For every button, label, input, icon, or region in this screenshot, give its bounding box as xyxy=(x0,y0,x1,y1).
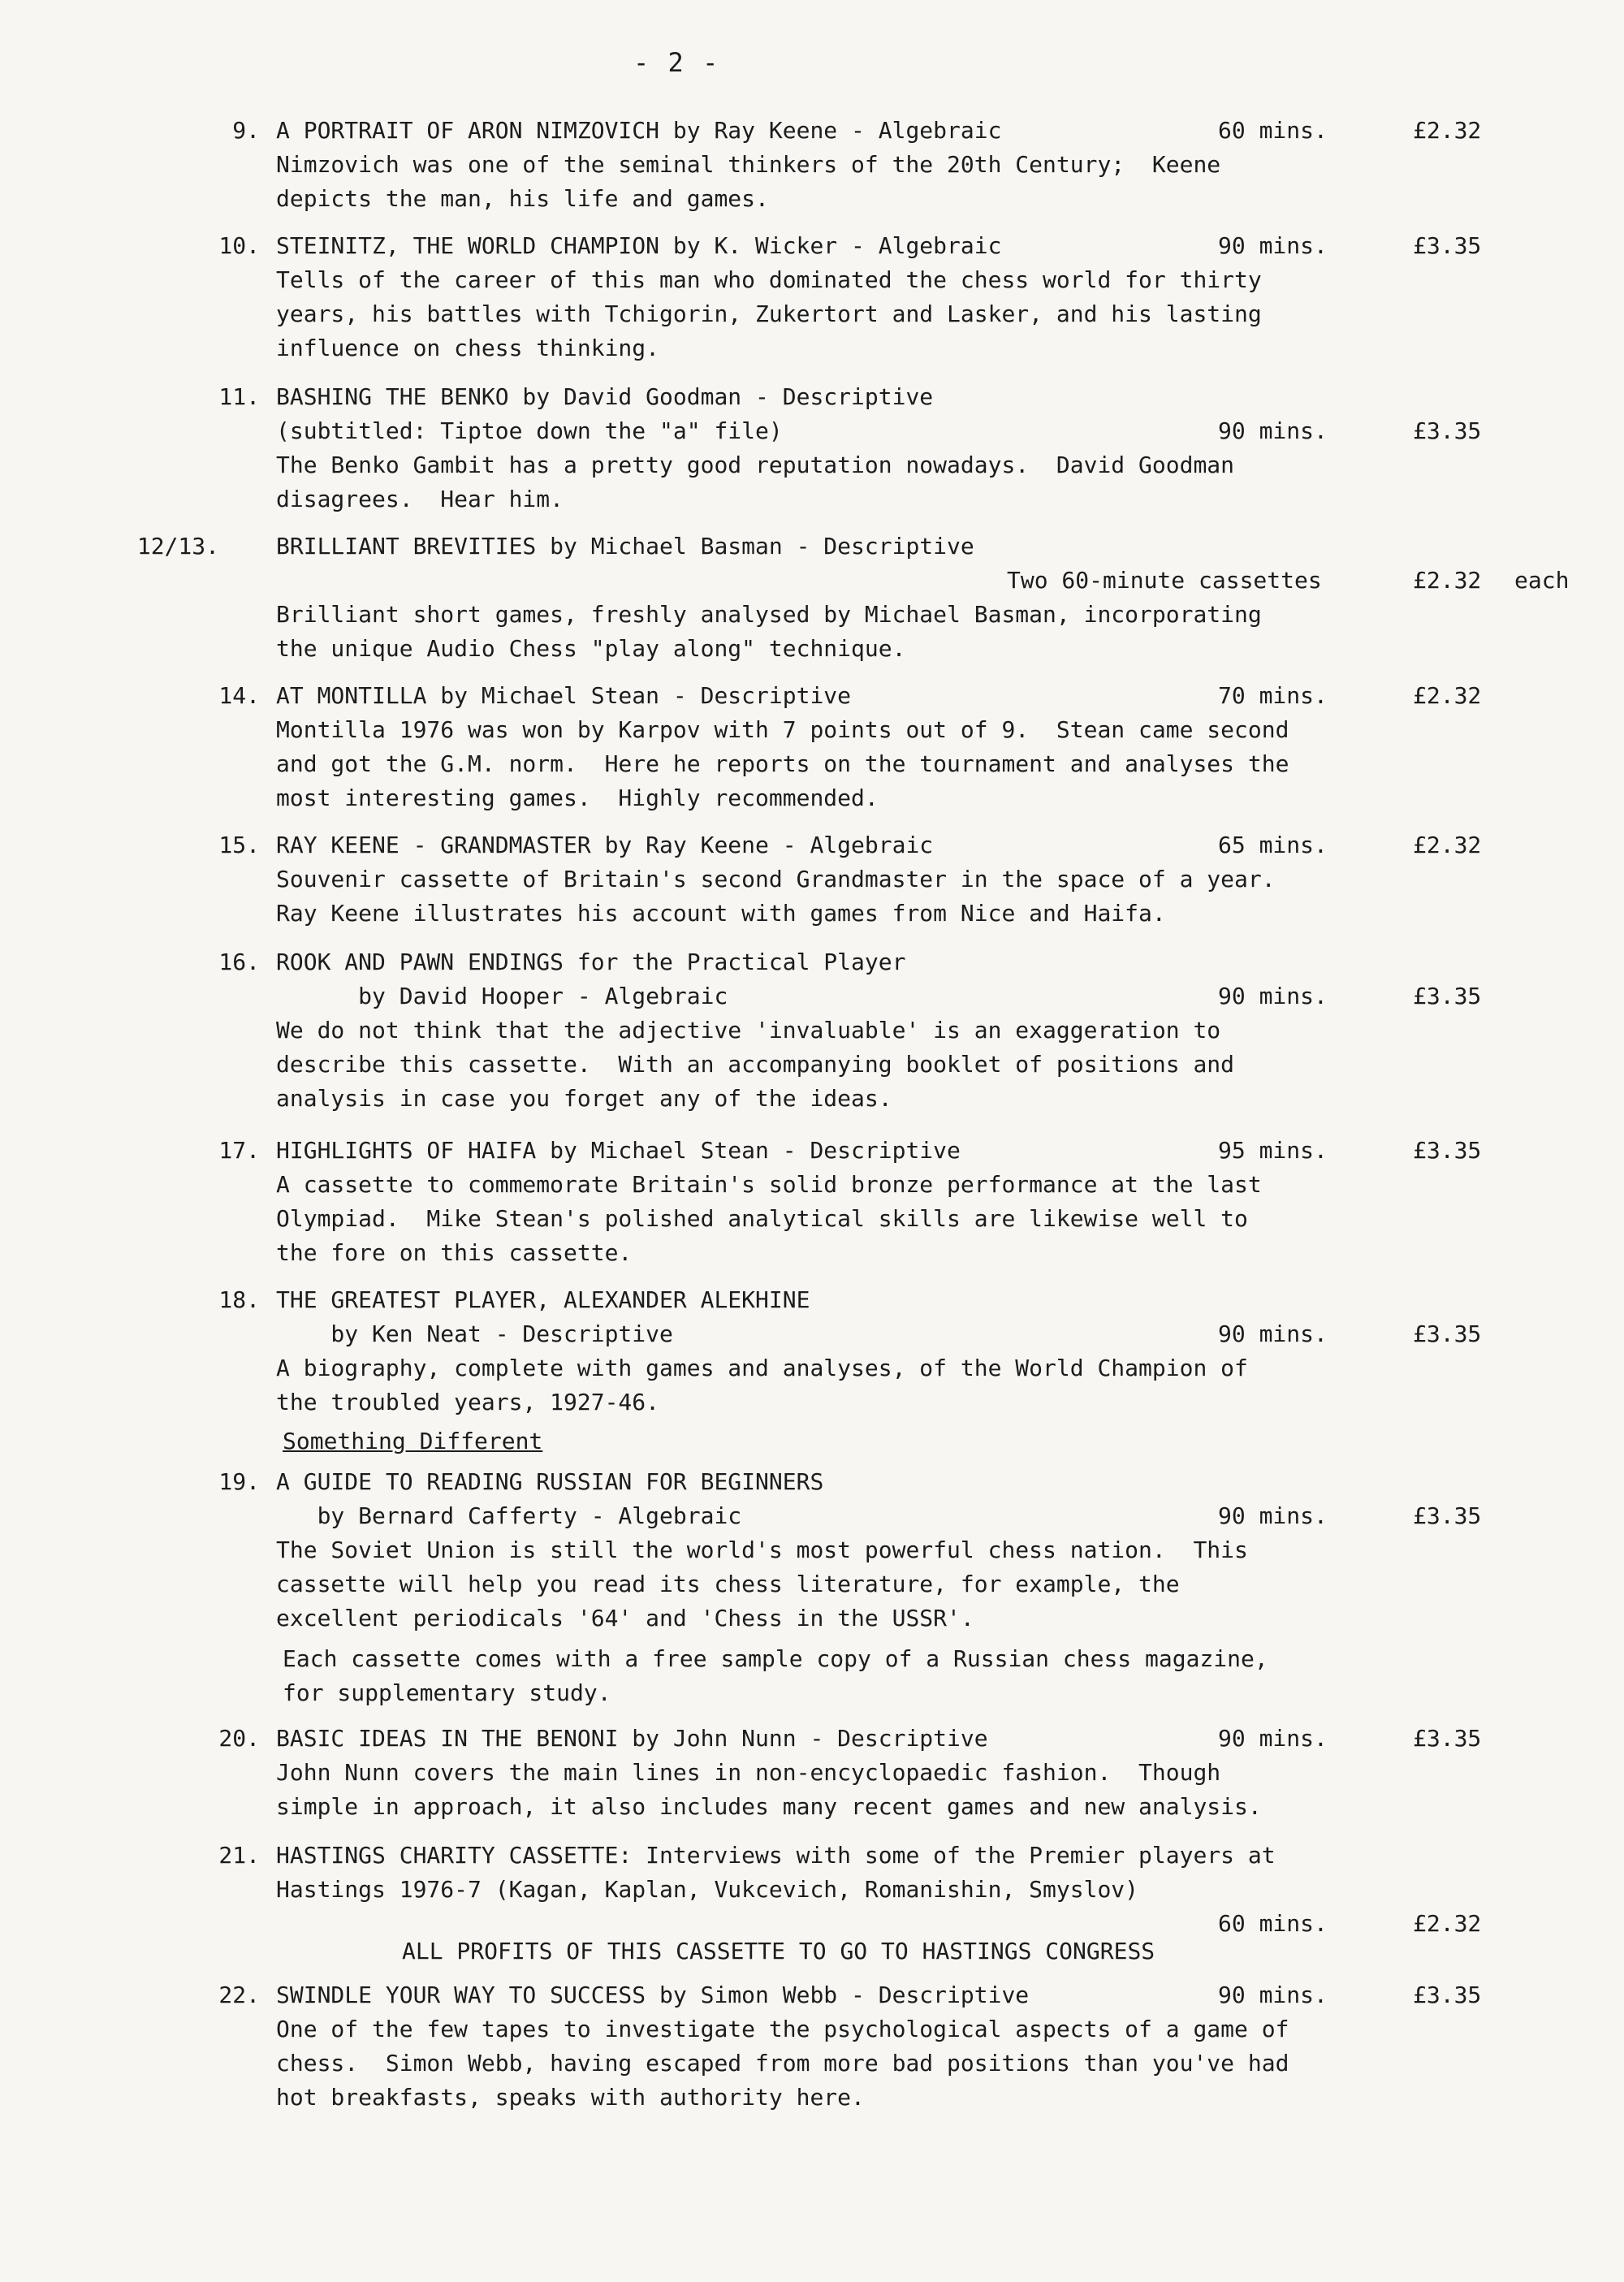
duration: 90 mins. xyxy=(1218,1320,1328,1347)
entry-text: The Soviet Union is still the world's most powerful chess nation. This xyxy=(276,1536,1248,1563)
entry-text: most interesting games. Highly recommended. xyxy=(276,784,879,811)
entry-line xyxy=(276,1567,1543,1601)
duration: 95 mins. xyxy=(1218,1137,1328,1164)
entry-line xyxy=(276,1907,1543,1941)
price: £3.35 xyxy=(1413,1502,1482,1529)
entry-text: by David Hooper - Algebraic xyxy=(276,983,728,1009)
entry-line xyxy=(276,1283,1543,1317)
russian-note xyxy=(283,1642,1268,1710)
entry-line xyxy=(276,1839,1543,1873)
entry-line xyxy=(276,945,1543,979)
entry-line xyxy=(276,564,1570,598)
entry-line xyxy=(276,862,1543,897)
entry-text: simple in approach, it also includes many recent games and new analysis. xyxy=(276,1793,1262,1820)
duration: 60 mins. xyxy=(1218,117,1328,144)
entry-text: HIGHLIGHTS OF HAIFA by Michael Stean - Descriptive xyxy=(276,1137,961,1164)
russian-note-line: for supplementary study. xyxy=(283,1679,611,1706)
entry-line xyxy=(276,1756,1543,1790)
price: £3.35 xyxy=(1413,417,1482,444)
price: £3.35 xyxy=(1413,1137,1482,1164)
entry-text: ROOK AND PAWN ENDINGS for the Practical Player xyxy=(276,949,906,975)
entry-text: Hastings 1976-7 (Kagan, Kaplan, Vukcevich, Romanishin, Smyslov) xyxy=(276,1876,1139,1903)
entry-line xyxy=(276,897,1543,931)
entry-line xyxy=(276,1317,1543,1351)
entry-line xyxy=(276,979,1543,1014)
entry-line xyxy=(276,679,1543,713)
entry-line xyxy=(276,598,1543,632)
price: £3.35 xyxy=(1413,232,1482,259)
entry-text: by Bernard Cafferty - Algebraic xyxy=(276,1502,742,1529)
price: £3.35 xyxy=(1413,1725,1482,1752)
entry-text: A biography, complete with games and analyses, of the World Champion of xyxy=(276,1355,1248,1381)
entry-line xyxy=(276,229,1543,263)
entry-line xyxy=(276,1601,1543,1636)
entry-line xyxy=(276,781,1543,815)
entry-line xyxy=(276,1202,1543,1236)
entry-text: the fore on this cassette. xyxy=(276,1239,633,1266)
page-number: - 2 - xyxy=(633,47,720,78)
hastings-note: ALL PROFITS OF THIS CASSETTE TO GO TO HASTINGS CONGRESS xyxy=(402,1938,1155,1964)
entry-text: THE GREATEST PLAYER, ALEXANDER ALEKHINE xyxy=(276,1286,810,1313)
price: £2.32 xyxy=(1413,832,1482,858)
entry-line xyxy=(276,148,1543,182)
entry-line xyxy=(276,1048,1543,1082)
entry-text: and got the G.M. norm. Here he reports on the tournament and analyses the xyxy=(276,750,1289,777)
entry-text: (subtitled: Tiptoe down the "a" file) xyxy=(276,417,783,444)
entry-number: 17. xyxy=(218,1137,260,1164)
entry-text: years, his battles with Tchigorin, Zukertort and Lasker, and his lasting xyxy=(276,300,1262,327)
price: £2.32 xyxy=(1413,567,1482,594)
entry-number: 20. xyxy=(218,1725,260,1752)
cassette-format: Two 60-minute cassettes xyxy=(1007,567,1322,594)
duration: 90 mins. xyxy=(1218,1725,1328,1752)
price: £3.35 xyxy=(1413,1320,1482,1347)
section-heading: Something Different xyxy=(283,1428,543,1454)
entry-line xyxy=(276,263,1543,297)
entry-text: BASIC IDEAS IN THE BENONI by John Nunn - Descriptive xyxy=(276,1725,988,1752)
entry-text: A cassette to commemorate Britain's solid bronze performance at the last xyxy=(276,1171,1262,1198)
duration: 90 mins. xyxy=(1218,232,1328,259)
entry-line xyxy=(276,1134,1543,1168)
entry-line xyxy=(276,1351,1543,1385)
entry-line xyxy=(276,529,1543,564)
entry-text: Brilliant short games, freshly analysed by Michael Basman, incorporating xyxy=(276,601,1262,628)
entry-text: RAY KEENE - GRANDMASTER by Ray Keene - Algebraic xyxy=(276,832,934,858)
entry-line xyxy=(276,1978,1543,2012)
price: £3.35 xyxy=(1413,983,1482,1009)
entry-number: 21. xyxy=(218,1842,260,1869)
entry-line xyxy=(276,448,1543,482)
entry-text: One of the few tapes to investigate the psychological aspects of a game of xyxy=(276,2016,1289,2042)
entry-line xyxy=(276,1082,1543,1116)
entry-text: Souvenir cassette of Britain's second Grandmaster in the space of a year. xyxy=(276,866,1276,892)
entry-line xyxy=(276,482,1543,516)
entry-text: HASTINGS CHARITY CASSETTE: Interviews with some of the Premier players at xyxy=(276,1842,1276,1869)
entry-line xyxy=(276,747,1543,781)
russian-note-line: Each cassette comes with a free sample copy of a Russian chess magazine, xyxy=(283,1645,1268,1672)
entry-line xyxy=(276,828,1543,862)
entry-text: AT MONTILLA by Michael Stean - Descriptive xyxy=(276,682,852,709)
entry-text: The Benko Gambit has a pretty good reputation nowadays. David Goodman xyxy=(276,452,1235,478)
entry-text: Ray Keene illustrates his account with games from Nice and Haifa. xyxy=(276,900,1166,927)
entry-line xyxy=(276,1790,1543,1824)
entry-line xyxy=(276,2046,1543,2081)
entry-text: John Nunn covers the main lines in non-encyclopaedic fashion. Though xyxy=(276,1759,1221,1786)
entry-text: Montilla 1976 was won by Karpov with 7 points out of 9. Stean came second xyxy=(276,716,1289,743)
duration: 90 mins. xyxy=(1218,1502,1328,1529)
entry-text: SWINDLE YOUR WAY TO SUCCESS by Simon Webb - Descriptive xyxy=(276,1982,1030,2008)
price: £2.32 xyxy=(1413,682,1482,709)
entry-line xyxy=(276,2081,1543,2115)
entry-text: describe this cassette. With an accompanying booklet of positions and xyxy=(276,1051,1235,1078)
entry-number: 15. xyxy=(218,832,260,858)
price: £2.32 xyxy=(1413,1910,1482,1937)
entry-line xyxy=(276,1385,1543,1420)
entry-text: influence on chess thinking. xyxy=(276,335,660,361)
entry-text: by Ken Neat - Descriptive xyxy=(276,1320,673,1347)
entry-number: 11. xyxy=(218,383,260,410)
entry-text: Tells of the career of this man who dominated the chess world for thirty xyxy=(276,266,1262,293)
entry-number: 22. xyxy=(218,1982,260,2008)
entry-text: We do not think that the adjective 'invaluable' is an exaggeration to xyxy=(276,1017,1221,1044)
duration: 65 mins. xyxy=(1218,832,1328,858)
entry-line xyxy=(276,713,1543,747)
entry-text: the unique Audio Chess "play along" technique. xyxy=(276,635,906,662)
entry-line xyxy=(276,1014,1543,1048)
entry-line xyxy=(276,297,1543,331)
entry-line xyxy=(276,1533,1543,1567)
entry-line xyxy=(276,1722,1543,1756)
duration: 70 mins. xyxy=(1218,682,1328,709)
entry-number: 12/13. xyxy=(136,533,219,560)
entry-line xyxy=(276,331,1543,365)
entry-text: cassette will help you read its chess literature, for example, the xyxy=(276,1571,1180,1597)
price: £2.32 xyxy=(1413,117,1482,144)
duration: 90 mins. xyxy=(1218,417,1328,444)
entry-line xyxy=(276,1236,1543,1270)
entry-text: Olympiad. Mike Stean's polished analytical skills are likewise well to xyxy=(276,1205,1248,1232)
entry-number: 9. xyxy=(232,117,260,144)
duration: 90 mins. xyxy=(1218,983,1328,1009)
duration: 90 mins. xyxy=(1218,1982,1328,2008)
duration: 60 mins. xyxy=(1218,1910,1328,1937)
entry-line xyxy=(276,114,1543,148)
entry-text: analysis in case you forget any of the ideas. xyxy=(276,1085,892,1112)
entry-line xyxy=(276,2012,1543,2046)
entry-text: chess. Simon Webb, having escaped from more bad positions than you've had xyxy=(276,2050,1289,2077)
price: £3.35 xyxy=(1413,1982,1482,2008)
entry-text: Nimzovich was one of the seminal thinkers of the 20th Century; Keene xyxy=(276,151,1221,178)
entry-text: A PORTRAIT OF ARON NIMZOVICH by Ray Keene - Algebraic xyxy=(276,117,1002,144)
entry-line xyxy=(276,1465,1543,1499)
entry-line xyxy=(276,414,1543,448)
price-each: each xyxy=(1514,567,1570,594)
entry-text: excellent periodicals '64' and 'Chess in the USSR'. xyxy=(276,1605,974,1632)
entry-line xyxy=(276,1168,1543,1202)
entry-number: 18. xyxy=(218,1286,260,1313)
entry-number: 14. xyxy=(218,682,260,709)
entry-line xyxy=(276,380,1543,414)
entry-line xyxy=(276,1499,1543,1533)
entry-text: hot breakfasts, speaks with authority here. xyxy=(276,2084,865,2111)
entry-text: A GUIDE TO READING RUSSIAN FOR BEGINNERS xyxy=(276,1468,824,1495)
entry-text: BASHING THE BENKO by David Goodman - Descriptive xyxy=(276,383,934,410)
entry-line xyxy=(276,1873,1543,1907)
entry-text: depicts the man, his life and games. xyxy=(276,185,769,212)
entry-number: 19. xyxy=(218,1468,260,1495)
entry-number: 16. xyxy=(218,949,260,975)
entry-line xyxy=(276,182,1543,216)
entry-text: STEINITZ, THE WORLD CHAMPION by K. Wicker - Algebraic xyxy=(276,232,1002,259)
entry-text: disagrees. Hear him. xyxy=(276,486,564,512)
entry-text: the troubled years, 1927-46. xyxy=(276,1389,660,1415)
entry-number: 10. xyxy=(218,232,260,259)
entry-text: BRILLIANT BREVITIES by Michael Basman - Descriptive xyxy=(276,533,974,560)
entry-line xyxy=(276,632,1543,666)
